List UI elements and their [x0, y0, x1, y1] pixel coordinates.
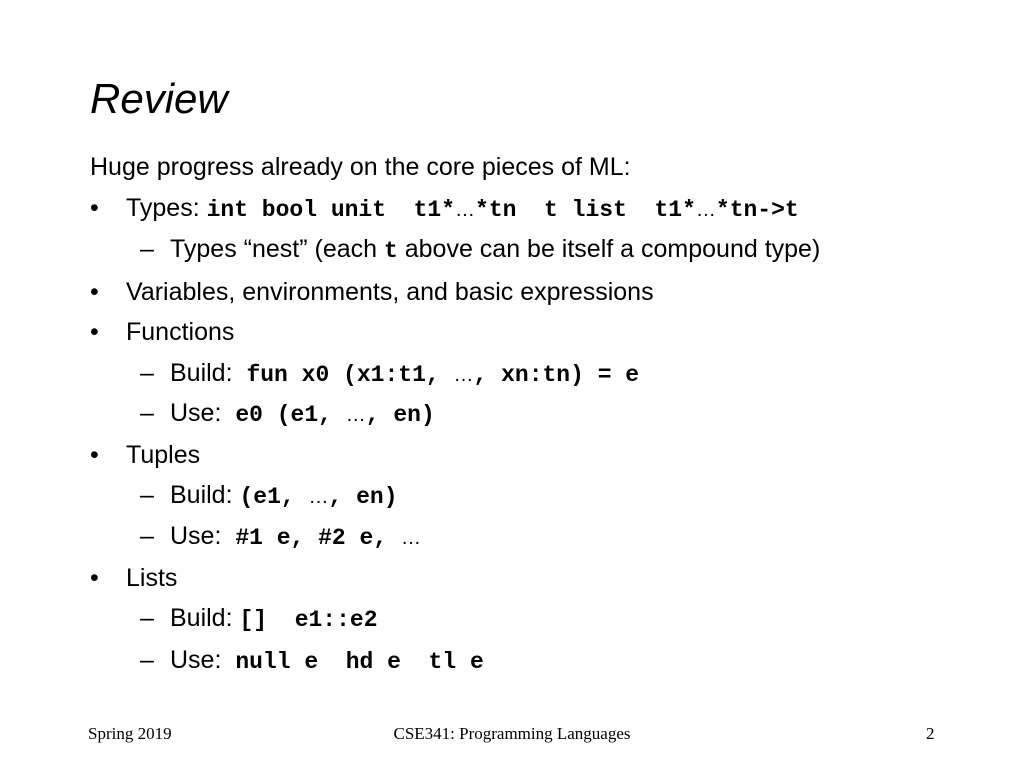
tuples-use-ellipsis: … [400, 527, 421, 549]
functions-use-code-a: e0 (e1, [235, 402, 346, 428]
dash-functions-use: – [140, 399, 154, 427]
tuples-use-label: Use: [170, 522, 229, 550]
types-ellipsis-a: … [455, 199, 476, 221]
footer-course-text: CSE341: Programming Languages [393, 724, 631, 743]
slide-title: Review [90, 75, 228, 122]
lists-build-line [170, 603, 378, 635]
dash-lists-build: – [140, 604, 154, 632]
types-line [126, 193, 799, 225]
bullet-variables: • [90, 278, 99, 306]
lists-build-code: [] e1::e2 [239, 607, 378, 633]
tuples-build-label: Build: [170, 481, 240, 509]
functions-build-ellipsis: … [453, 364, 474, 386]
functions-build-line [170, 358, 639, 390]
functions-text: Functions [126, 318, 235, 346]
tuples-build-code-b: , en) [328, 484, 398, 510]
tuples-text: Tuples [126, 441, 201, 469]
types-code-b: *tn t list t1* [475, 197, 696, 223]
functions-use-ellipsis: … [345, 404, 366, 426]
functions-use-code-b: , en) [365, 402, 435, 428]
variables-text: Variables, environments, and basic expressions [126, 278, 654, 306]
functions-use-line [170, 398, 435, 430]
types-code-a: int bool unit t1* [206, 197, 456, 223]
lists-build-label: Build: [170, 604, 240, 632]
intro-text: Huge progress already on the core pieces of ML: [90, 153, 631, 181]
types-nest-line [170, 234, 820, 266]
dash-tuples-use: – [140, 522, 154, 550]
functions-use-label: Use: [170, 399, 229, 427]
dash-functions-build: – [140, 359, 154, 387]
types-nest-text-b: above can be itself a compound type) [397, 235, 821, 263]
bullet-tuples: • [90, 441, 99, 469]
lists-text: Lists [126, 564, 178, 592]
bullet-lists: • [90, 564, 99, 592]
types-code-c: *tn->t [715, 197, 799, 223]
bullet-functions: • [90, 318, 99, 346]
dash-types-nest: – [140, 235, 154, 263]
bullet-types: • [90, 194, 99, 222]
types-nest-code: t [383, 238, 398, 264]
tuples-build-code-a: (e1, [239, 484, 309, 510]
lists-use-code: null e hd e tl e [235, 649, 484, 675]
footer-date: Spring 2019 [88, 724, 172, 743]
functions-build-label: Build: [170, 359, 240, 387]
tuples-use-line [170, 521, 421, 553]
tuples-build-ellipsis: … [308, 486, 329, 508]
lists-use-line [170, 645, 484, 677]
footer-course [0, 723, 1024, 745]
types-nest-text-a: Types “nest” (each [170, 235, 384, 263]
lists-use-label: Use: [170, 646, 229, 674]
functions-build-code-a: fun x0 (x1:t1, [246, 362, 454, 388]
tuples-use-code: #1 e, #2 e, [235, 525, 401, 551]
functions-build-code-b: , xn:tn) = e [473, 362, 640, 388]
page-number: 2 [926, 724, 935, 743]
tuples-build-line [170, 480, 398, 512]
types-label: Types: [126, 194, 207, 222]
dash-lists-use: – [140, 646, 154, 674]
dash-tuples-build: – [140, 481, 154, 509]
types-ellipsis-b: … [695, 199, 716, 221]
